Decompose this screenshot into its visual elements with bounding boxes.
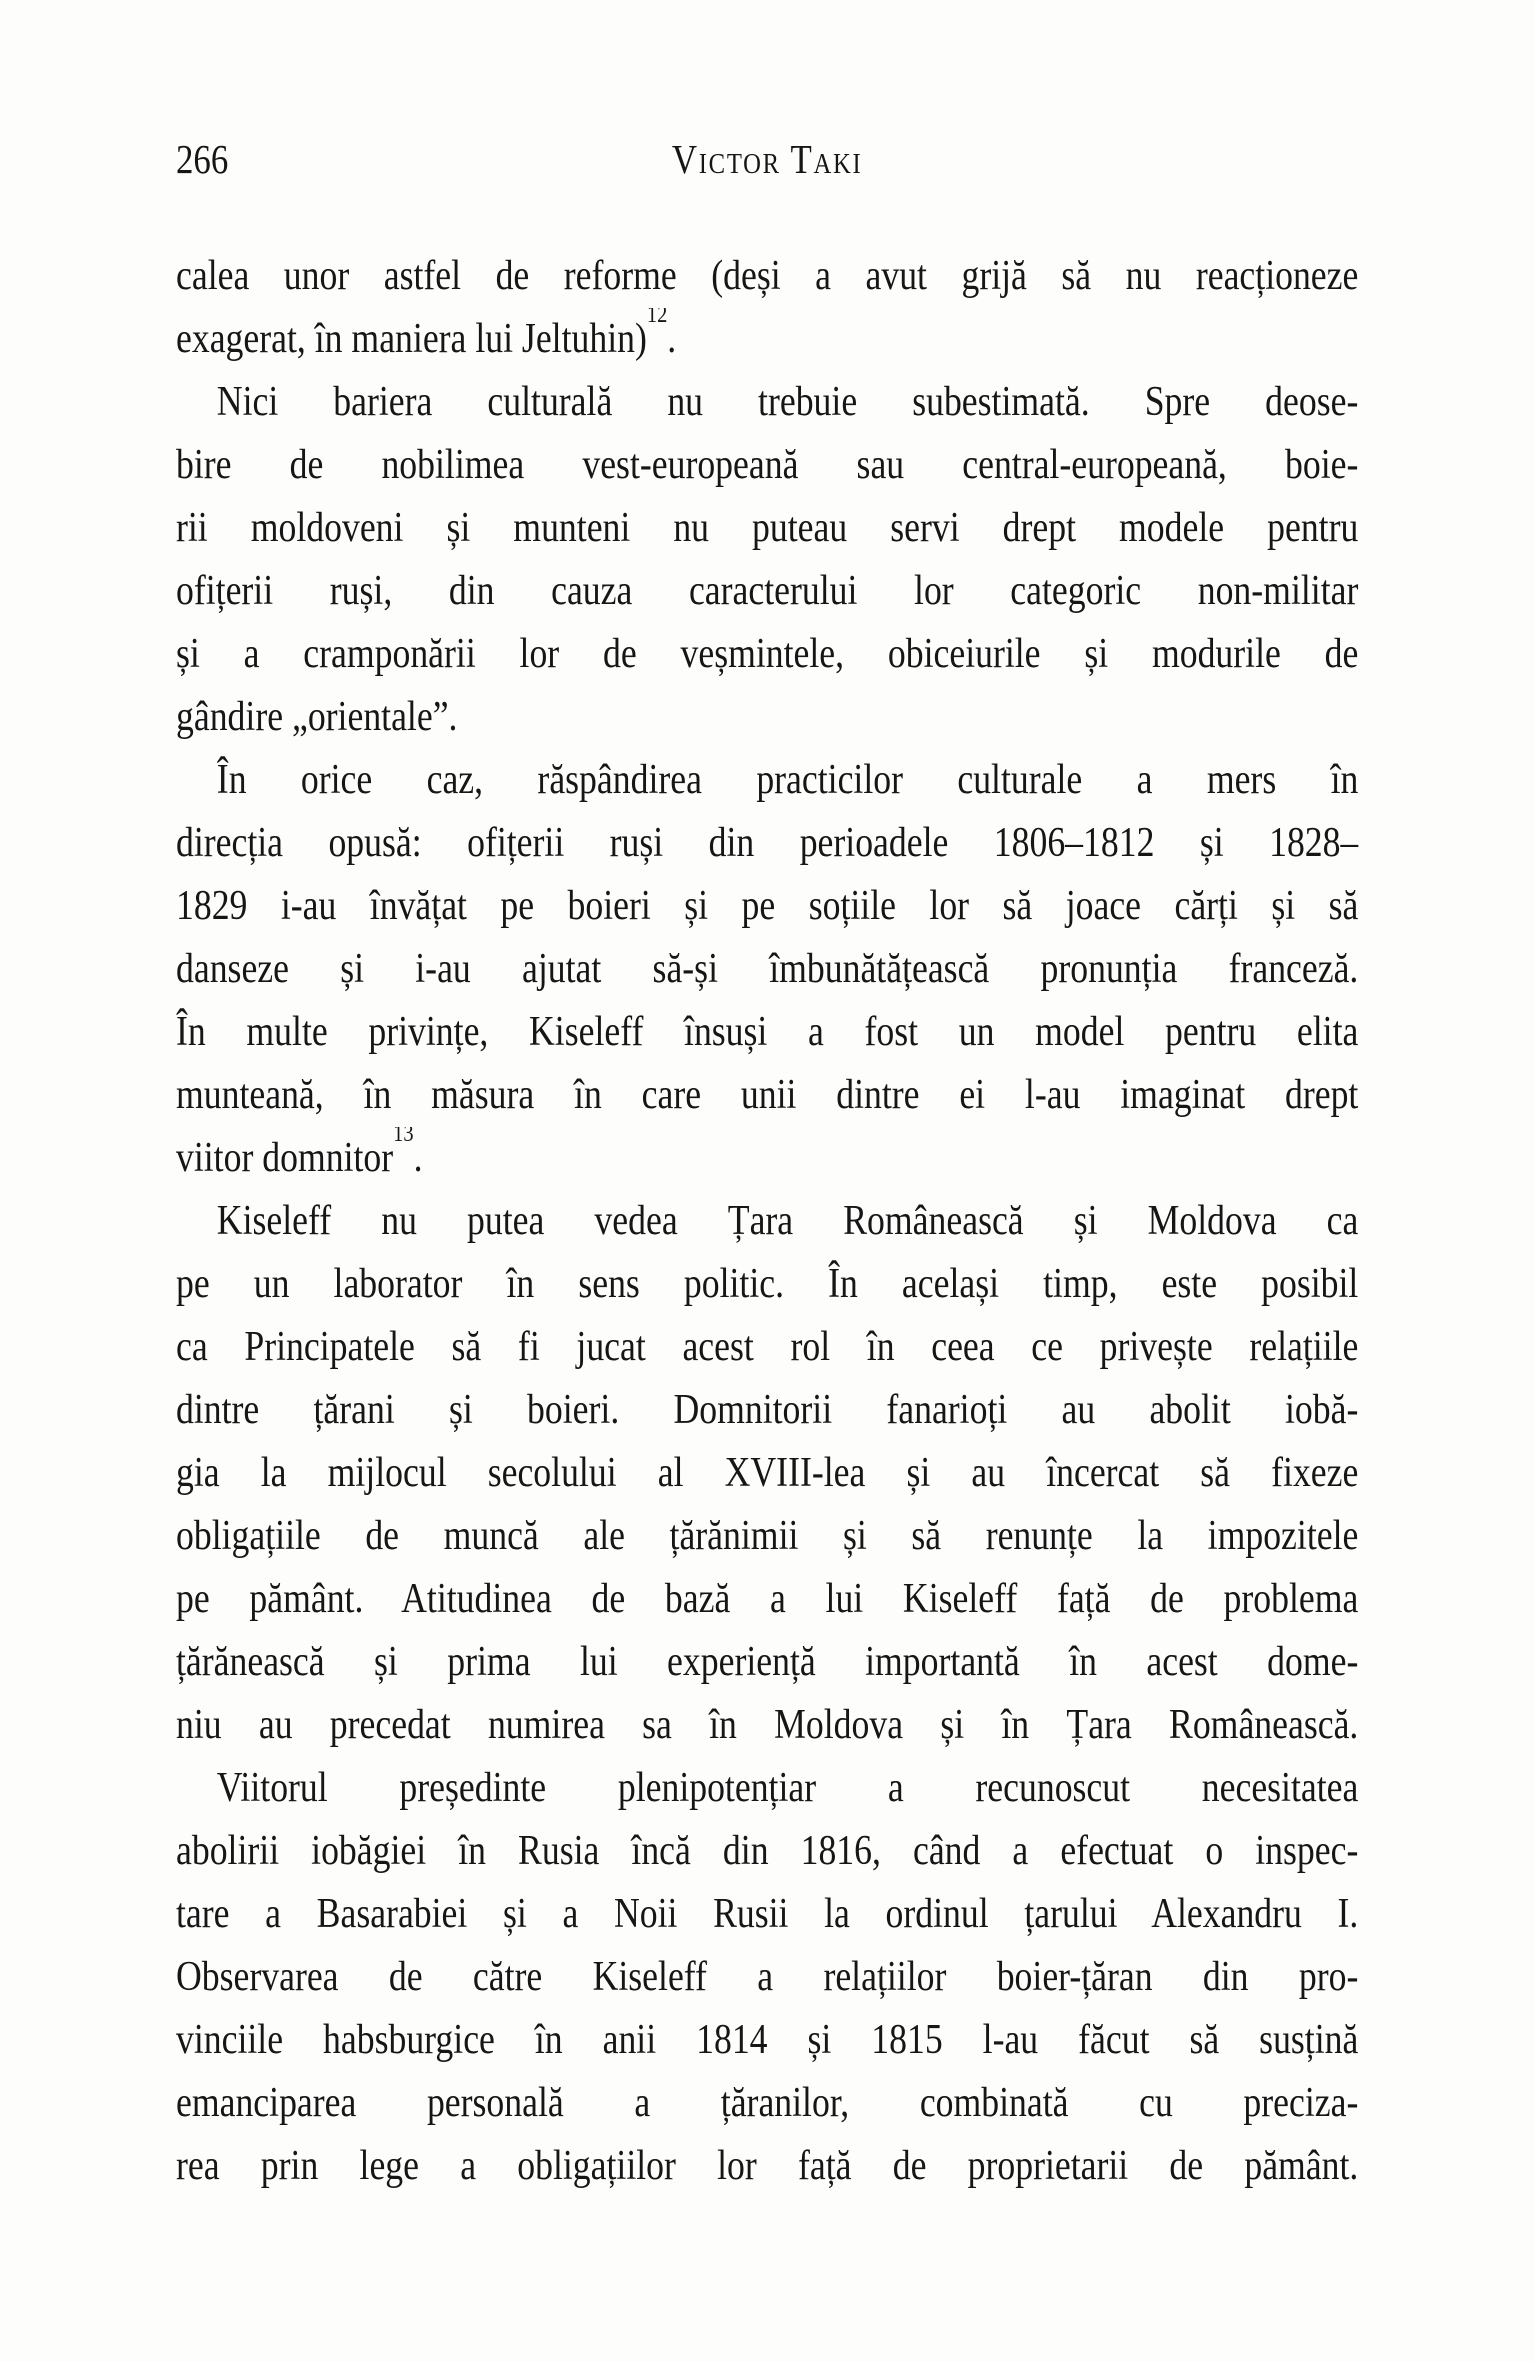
text-line: exagerat, în maniera lui Jeltuhin)$^{12}$.	[176, 308, 1358, 371]
text-line: ca Principatele să fi jucat acest rol în ceea ce privește relațiile	[176, 1324, 1359, 1370]
text-line: 1829 i-au învățat pe boieri și pe soțiile lor să joace cărți și să	[176, 883, 1359, 929]
text-line: dintre țărani și boieri. Domnitorii fanarioți au abolit iobă-	[176, 1387, 1359, 1433]
page-number: 266	[176, 136, 229, 182]
text-line: Viitorul președinte plenipotențiar a recunoscut necesitatea	[216, 1765, 1359, 1811]
text-line: bire de nobilimea vest-europeană sau central-europeană, boie-	[176, 442, 1359, 488]
text-line: calea unor astfel de reforme (deși a avut grijă să nu reacționeze	[176, 253, 1359, 299]
book-page	[176, 137, 1358, 2198]
text-line: munteană, în măsura în care unii dintre ei l-au imaginat drept	[176, 1072, 1359, 1118]
text-line: Observarea de către Kiseleff a relațiilor boier-țăran din pro-	[176, 1954, 1359, 2000]
text-line: emanciparea personală a țăranilor, combinată cu preciza-	[176, 2080, 1359, 2126]
page-header	[176, 137, 1358, 181]
text-line: tare a Basarabiei și a Noii Rusii la ordinul țarului Alexandru I.	[176, 1891, 1359, 1937]
text-line: pe pământ. Atitudinea de bază a lui Kiseleff față de problema	[176, 1576, 1359, 1622]
text-line: obligațiile de muncă ale țărănimii și să renunțe la impozitele	[176, 1513, 1359, 1559]
text-line: pe un laborator în sens politic. În același timp, este posibil	[176, 1261, 1359, 1307]
page-body	[176, 245, 1358, 2198]
running-title: Victor Taki	[671, 136, 863, 182]
text-line: abolirii iobăgiei în Rusia încă din 1816, când a efectuat o inspec-	[176, 1828, 1359, 1874]
footnote-ref: 13	[393, 1127, 414, 1147]
text-line: Nici bariera culturală nu trebuie subestimată. Spre deose-	[216, 379, 1359, 425]
text-line: rea prin lege a obligațiilor lor față de proprietarii de pământ.	[176, 2143, 1359, 2189]
text-line: și a cramponării lor de veșmintele, obiceiurile și modurile de	[176, 631, 1359, 677]
text-line: Kiseleff nu putea vedea Țara Românească și Moldova ca	[216, 1198, 1359, 1244]
text-line: În orice caz, răspândirea practicilor culturale a mers în	[216, 757, 1359, 803]
text-line: țărănească și prima lui experiență importantă în acest dome-	[176, 1639, 1359, 1685]
text-line: rii moldoveni și munteni nu puteau servi drept modele pentru	[176, 505, 1359, 551]
text-line: viitor domnitor$^{13}$.	[176, 1127, 1358, 1190]
footnote-ref: 12	[646, 308, 668, 328]
text-line: În multe privințe, Kiseleff însuși a fost un model pentru elita	[176, 1009, 1359, 1055]
text-line: direcția opusă: ofițerii ruși din perioadele 1806–1812 și 1828–	[176, 820, 1359, 866]
text-line: gândire „orientale”.	[176, 694, 458, 740]
text-line: danseze și i-au ajutat să-și îmbunătățească pronunția franceză.	[176, 946, 1359, 992]
text-line: niu au precedat numirea sa în Moldova și în Țara Românească.	[176, 1702, 1359, 1748]
text-line: vinciile habsburgice în anii 1814 și 1815 l-au făcut să susțină	[176, 2017, 1359, 2063]
text-line: ofițerii ruși, din cauza caracterului lor categoric non-militar	[176, 568, 1359, 614]
text-line: gia la mijlocul secolului al XVIII-lea și au încercat să fixeze	[176, 1450, 1359, 1496]
